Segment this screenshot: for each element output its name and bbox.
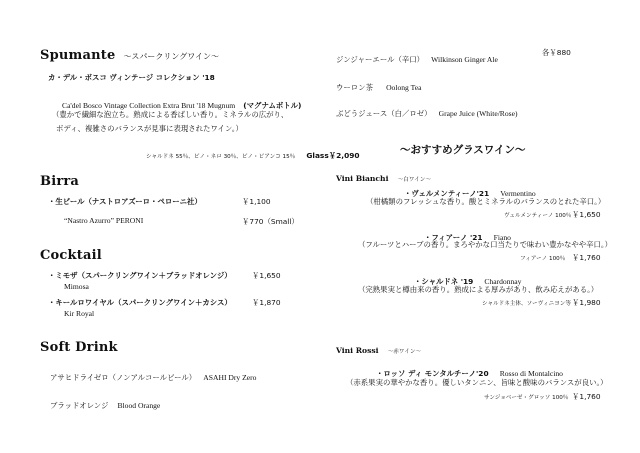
right-drink-3-jp: ぶどうジュース（白／ロゼ）	[336, 109, 432, 118]
bianchi-item-2-en: Fiano	[493, 233, 511, 242]
right-drink-1	[336, 47, 498, 66]
cocktail-item-2-name: ・キールロワイヤル（スパークリングワイン＋カシス）	[48, 298, 232, 307]
birra-item-1-price: ￥1,100	[242, 197, 271, 206]
rossi-item-1-desc: （赤系果実の華やかな香り。優しいタンニン、旨味と酸味のバランスが良い。）	[346, 378, 608, 387]
bianchi-item-1-grape: ヴェルメンティーノ 100％	[504, 213, 572, 219]
soft-drink-item-1-en: ASAHI Dry Zero	[203, 373, 257, 382]
rossi-title: Vini Rossi	[336, 346, 379, 355]
spumante-title: Spumante	[40, 48, 116, 63]
cocktail-item-1-price: ￥1,650	[252, 271, 281, 280]
bianchi-item-1-name: ・ヴェルメンティーノ'21	[404, 189, 490, 198]
cocktail-item-2-sub: Kir Royal	[64, 309, 95, 318]
birra-item-2-price: ￥770（Small）	[242, 217, 299, 226]
right-drink-2	[336, 75, 421, 94]
cocktail-item-1-sub: Mimosa	[64, 282, 89, 291]
rossi-subtitle: ～赤ワイン～	[387, 349, 422, 355]
glass-wine-title: ～おすすめグラスワイン～	[400, 144, 526, 156]
bianchi-item-2-name: ・フィアーノ '21	[424, 233, 483, 242]
soft-drink-item-2	[50, 393, 160, 412]
soft-drink-item-1-jp: アサヒドライゼロ（ノンアルコールビール）	[50, 373, 197, 382]
right-drink-2-en: Oolong Tea	[386, 83, 422, 92]
spumante-desc-2: ボディ、複雑さのバランスが見事に表現されたワイン。）	[56, 124, 243, 133]
bianchi-item-1-en: Vermentino	[500, 189, 536, 198]
spumante-subtitle: ～スパークリングワイン～	[123, 52, 220, 61]
soft-drink-title: Soft Drink	[40, 340, 118, 355]
rossi-item-1-en: Rosso di Montalcino	[499, 369, 563, 378]
bianchi-item-3-en: Chardonnay	[484, 277, 522, 286]
spumante-grapes: シャルドネ 55％、ピノ・ネロ 30％、ピノ・ビアンコ 15％	[146, 154, 296, 160]
cocktail-item-1-name: ・ミモザ（スパークリングワイン＋ブラッドオレンジ）	[48, 271, 232, 280]
birra-item-2-name: “Nastro Azurro” PERONI	[64, 216, 144, 225]
bianchi-item-3-name: ・シャルドネ '19	[414, 277, 474, 286]
cocktail-item-2-price: ￥1,870	[252, 298, 281, 307]
bianchi-item-3-desc: （完熟果実と樽由来の香り。熟成による厚みがあり、飲み応えがある。）	[358, 285, 599, 294]
spumante-item-name: カ・デル・ボスコ ヴィンテージ コレクション '18	[48, 73, 215, 82]
rossi-item-1-grape: サンジョベーゼ・グロッソ 100％	[484, 395, 569, 401]
bianchi-item-1-desc: （柑橘類のフレッシュな香り。酸とミネラルのバランスのとれた辛口。）	[366, 197, 606, 206]
right-drink-2-jp: ウーロン茶	[336, 83, 373, 92]
bianchi-item-2-price: ￥1,760	[572, 253, 601, 262]
soft-drink-item-2-en: Blood Orange	[117, 401, 161, 410]
right-drink-1-jp: ジンジャーエール（辛口）	[336, 55, 425, 64]
birra-item-1-name: ・生ビール（ナストロアズーロ・ペローニ社）	[48, 197, 202, 206]
spumante-desc-1: （豊かで繊細な泡立ち。熟成による香ばしい香り。ミネラルの広がり、	[52, 110, 289, 119]
spumante-item-tag: (マグナムボトル)	[243, 101, 302, 110]
bianchi-item-1-price: ￥1,650	[572, 210, 601, 219]
right-drink-1-price: 各￥880	[542, 48, 571, 57]
rossi-item-1-price: ￥1,760	[572, 392, 601, 401]
right-drink-3	[336, 101, 518, 120]
soft-drink-item-1	[50, 365, 256, 384]
bianchi-item-3-price: ￥1,980	[572, 298, 601, 307]
spumante-item-en: Ca'del Bosco Vintage Collection Extra Brut '18 Mugnum	[62, 101, 236, 110]
rossi-item-1-name: ・ロッソ ディ モンタルチーノ'20	[376, 369, 489, 378]
bianchi-subtitle: ～白ワイン～	[397, 177, 431, 183]
bianchi-item-2-grape: フィアーノ 100％	[520, 256, 566, 262]
cocktail-title: Cocktail	[40, 248, 102, 263]
spumante-price: Glass￥2,090	[306, 151, 360, 160]
spumante-price-line	[146, 143, 360, 162]
right-drink-1-en: Wilkinson Ginger Ale	[431, 55, 498, 64]
bianchi-item-3-grape: シャルドネ主体、ソーヴィニヨン等	[482, 301, 571, 307]
rossi-heading	[336, 338, 421, 357]
bianchi-item-2-desc: （フルーツとハーブの香り。まろやかな口当たりで味わい豊かなやや辛口。）	[358, 240, 613, 249]
spumante-heading	[40, 44, 219, 63]
right-drink-3-en: Grape Juice (White/Rose)	[438, 109, 518, 118]
birra-title: Birra	[40, 174, 80, 189]
soft-drink-item-2-jp: ブラッドオレンジ	[50, 401, 109, 410]
bianchi-title: Vini Bianchi	[336, 174, 389, 183]
